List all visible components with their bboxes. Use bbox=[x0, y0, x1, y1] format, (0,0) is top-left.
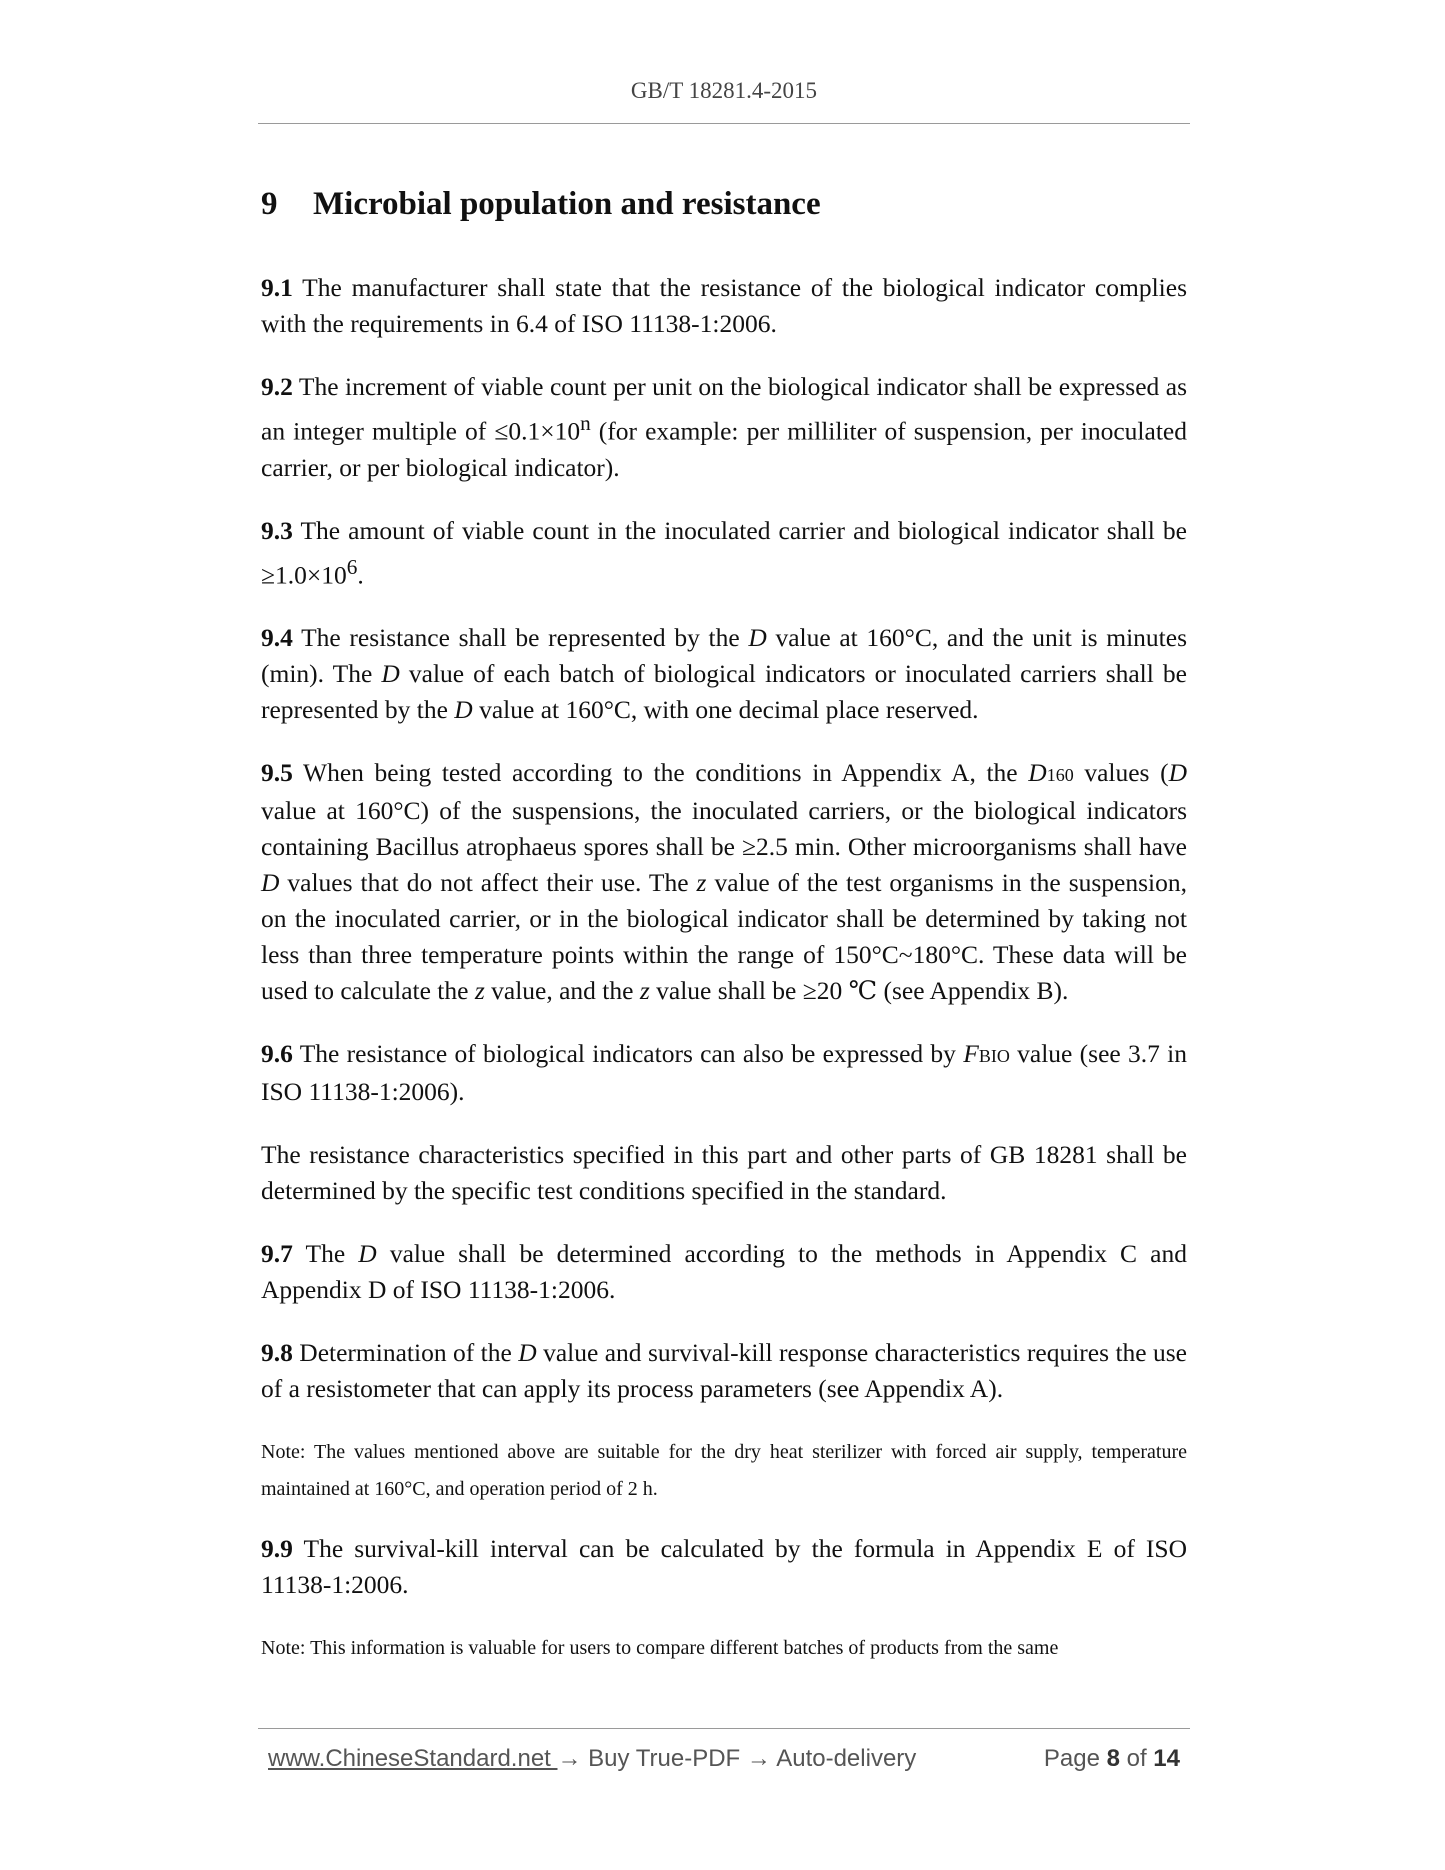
clause-text: value at 160°C, and the unit is minutes (min). The bbox=[261, 623, 1187, 688]
page-content bbox=[261, 178, 1187, 1690]
clause-text: value at 160°C) of the suspensions, the inoculated carriers, or the biological indicators containing Bacillus atrophaeus spores shall be ≥2.5 min. Other microorganisms shall have bbox=[261, 796, 1187, 861]
page-header: GB/T 18281.4-2015 bbox=[630, 78, 818, 103]
clause-text: (for example: per milliliter of suspension, per inoculated carrier, or per biological indicator). bbox=[261, 416, 1187, 482]
section-title: Microbial population and resistance bbox=[313, 186, 821, 222]
clause-text: values ( bbox=[1073, 758, 1169, 787]
clause-text: value of the test organisms in the suspension, on the inoculated carrier, or in the biological indicator shall be determined by taking not less than three temperature points within the range of 150°C~180°C. These data will be used to calculate the bbox=[261, 868, 1187, 1005]
clause-text: The manufacturer shall state that the resistance of the biological indicator complies with the requirements in 6.4 of ISO 11138-1:2006. bbox=[261, 273, 1187, 338]
italic-symbol: F bbox=[963, 1039, 979, 1068]
page-footer bbox=[268, 1745, 1180, 1779]
footer-left bbox=[268, 1745, 916, 1773]
clause-9-3 bbox=[261, 513, 1187, 594]
header-divider bbox=[258, 123, 1190, 124]
italic-symbol: z bbox=[474, 976, 485, 1005]
clause-9-8 bbox=[261, 1335, 1187, 1407]
clause-number: 9.4 bbox=[261, 623, 293, 652]
clause-text: value at 160°C, with one decimal place reserved. bbox=[472, 695, 979, 724]
clause-text: value, and the bbox=[484, 976, 640, 1005]
subscript: BIO bbox=[978, 1046, 1010, 1066]
superscript: n bbox=[580, 411, 591, 435]
page-number: 8 bbox=[1106, 1745, 1120, 1772]
clause-text: value (see 3.7 in ISO 11138-1:2006). bbox=[261, 1039, 1188, 1106]
arrow-right-icon: → bbox=[746, 1745, 771, 1772]
italic-symbol: D bbox=[358, 1239, 377, 1268]
clause-text: values that do not affect their use. The bbox=[279, 868, 697, 897]
note-batches: Note: This information is valuable for users to compare different batches of products from the same bbox=[261, 1637, 1059, 1659]
clause-text: The survival-kill interval can be calculated by the formula in Appendix E of ISO 11138-1:2006. bbox=[261, 1534, 1187, 1599]
clause-text: The amount of viable count in the inoculated carrier and biological indicator shall be ≥1.0×10 bbox=[261, 515, 1187, 589]
clause-text: value of each batch of biological indicators or inoculated carriers shall be represented by the bbox=[261, 659, 1187, 724]
paragraph-resistance-characteristics: The resistance characteristics specified in this part and other parts of GB 18281 shall be determined by the specific test conditions specified in the standard. bbox=[261, 1140, 1187, 1205]
clause-9-4 bbox=[261, 620, 1187, 728]
buy-text: Buy True-PDF bbox=[581, 1745, 747, 1772]
clause-9-6 bbox=[261, 1036, 1187, 1110]
page-label: Page bbox=[1043, 1745, 1107, 1772]
delivery-text: Auto-delivery bbox=[770, 1745, 917, 1772]
clause-text: value shall be ≥20 ℃ (see Appendix B). bbox=[649, 976, 1069, 1005]
italic-symbol: D bbox=[1168, 758, 1188, 787]
italic-symbol: D bbox=[748, 623, 767, 652]
italic-symbol: D bbox=[518, 1338, 537, 1367]
clause-number: 9.9 bbox=[261, 1534, 293, 1563]
clause-text: The resistance shall be represented by the bbox=[292, 623, 749, 652]
italic-symbol: z bbox=[639, 976, 650, 1005]
clause-text: value and survival-kill response characteristics requires the use of a resistometer that can apply its process parameters (see Appendix A). bbox=[261, 1338, 1188, 1403]
clause-number: 9.1 bbox=[261, 273, 293, 302]
clause-text: Determination of the bbox=[292, 1338, 519, 1367]
clause-text: value shall be determined according to the methods in Appendix C and Appendix D of ISO 11138-1:2006. bbox=[261, 1239, 1188, 1304]
italic-symbol: z bbox=[696, 868, 707, 897]
italic-symbol: D bbox=[261, 868, 280, 897]
clause-text: When being tested according to the conditions in Appendix A, the bbox=[292, 758, 1029, 787]
italic-symbol: D bbox=[381, 659, 400, 688]
clause-text: The bbox=[292, 1239, 359, 1268]
clause-text: The increment of viable count per unit on the biological indicator shall be expressed as an integer multiple of ≤0.1×10 bbox=[261, 372, 1187, 446]
clause-9-2 bbox=[261, 369, 1187, 486]
clause-number: 9.2 bbox=[261, 372, 293, 401]
section-heading bbox=[261, 178, 1187, 230]
clause-9-7 bbox=[261, 1236, 1187, 1308]
clause-number: 9.8 bbox=[261, 1338, 293, 1367]
note-dry-heat: Note: The values mentioned above are suitable for the dry heat sterilizer with forced air supply, temperature maintained at 160°C, and operation period of 2 h. bbox=[261, 1441, 1187, 1500]
subscript: 160 bbox=[1046, 765, 1074, 785]
clause-text: . bbox=[357, 560, 364, 589]
clause-number: 9.6 bbox=[261, 1039, 293, 1068]
italic-symbol: D bbox=[454, 695, 473, 724]
clause-text: The resistance of biological indicators can also be expressed by bbox=[292, 1039, 964, 1068]
page-total: 14 bbox=[1153, 1745, 1180, 1772]
of-label: of bbox=[1119, 1745, 1154, 1772]
clause-number: 9.7 bbox=[261, 1239, 293, 1268]
superscript: 6 bbox=[346, 554, 358, 579]
site-link[interactable]: www.ChineseStandard.net bbox=[268, 1745, 558, 1772]
footer-divider bbox=[258, 1728, 1190, 1729]
section-number: 9 bbox=[261, 186, 278, 222]
clause-9-1 bbox=[261, 270, 1187, 342]
clause-9-9 bbox=[261, 1531, 1187, 1603]
clause-number: 9.5 bbox=[261, 758, 293, 787]
italic-symbol: D bbox=[1028, 758, 1047, 787]
clause-number: 9.3 bbox=[261, 515, 293, 545]
page-indicator bbox=[1044, 1745, 1180, 1773]
arrow-right-icon: → bbox=[557, 1745, 582, 1772]
clause-9-5 bbox=[261, 755, 1187, 1009]
